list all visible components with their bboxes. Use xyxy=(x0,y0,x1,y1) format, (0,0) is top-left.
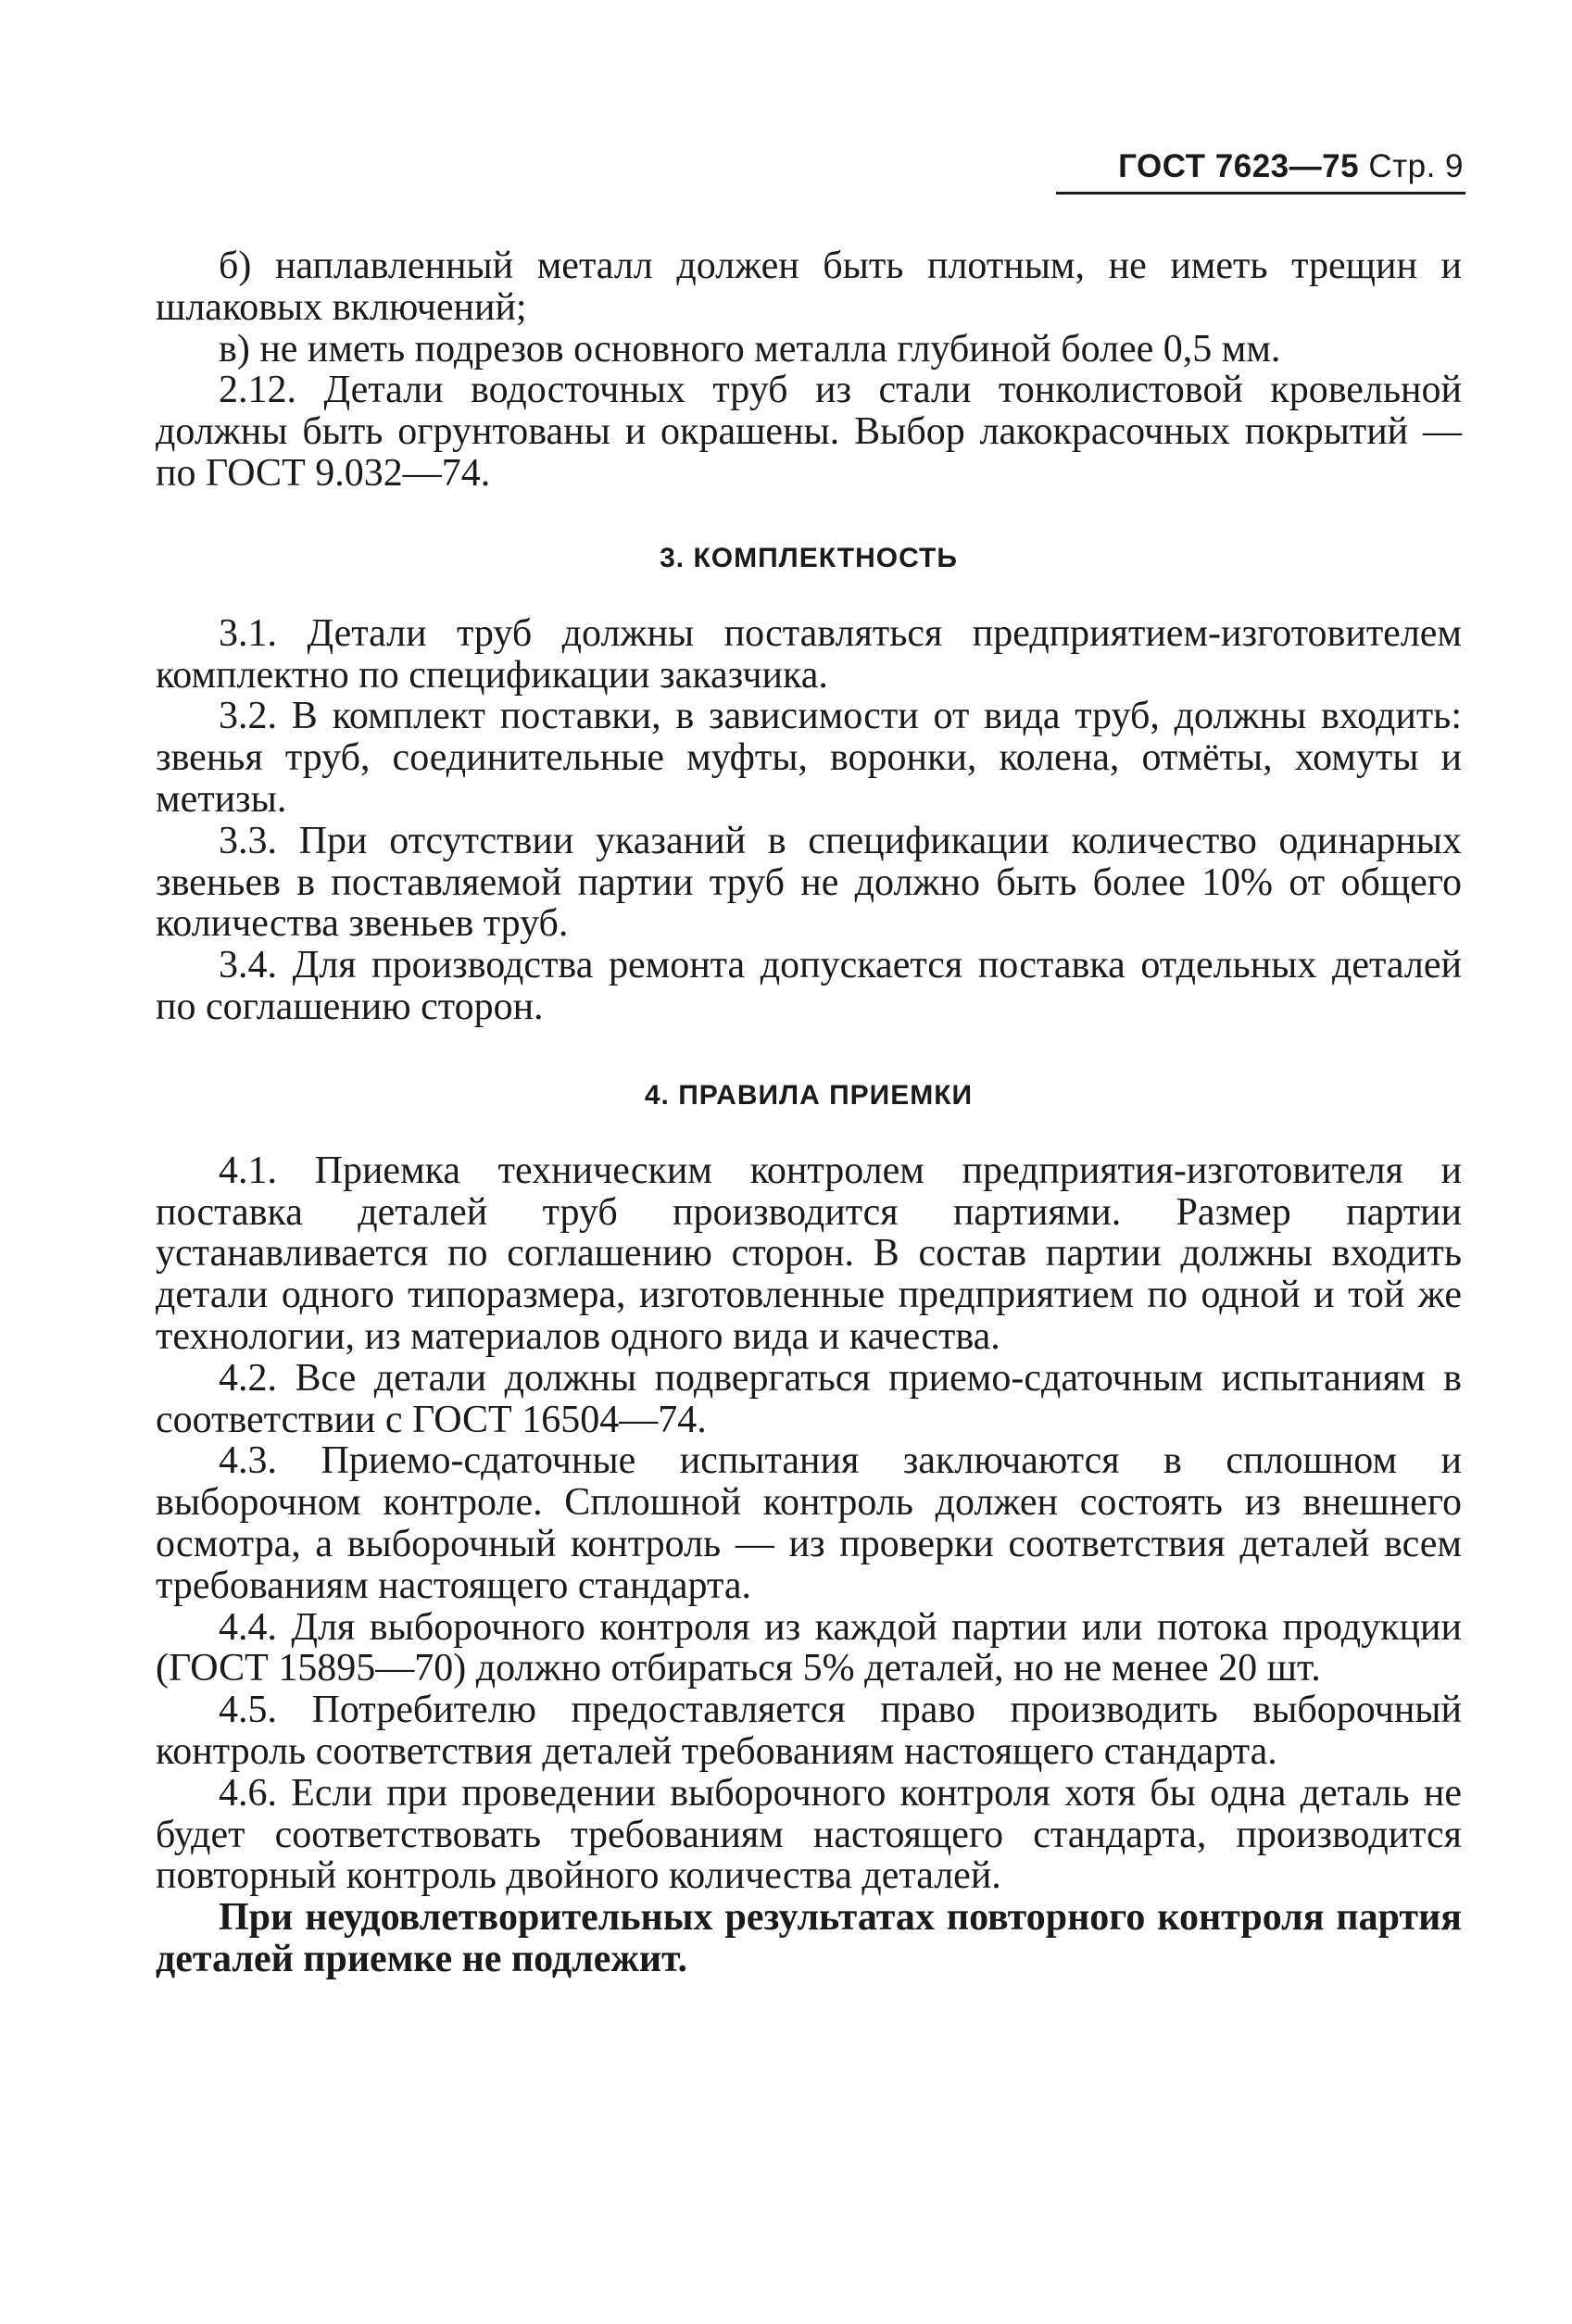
page-header xyxy=(1065,148,1464,185)
paragraph-3-3: 3.3. При отсутствии указаний в спецификации количество одинарных звеньев в поставляемой партии труб не должно быть более 10% от общего количества звеньев труб. xyxy=(156,819,1462,946)
standard-number: ГОСТ 7623—75 xyxy=(1118,148,1360,184)
page-body xyxy=(156,245,1462,1980)
paragraph-4-3: 4.3. Приемо-сдаточные испытания заключаются в сплошном и выборочном контроле. Сплошной контроль должен состоять из внешнего осмотра, а выборочный контроль — из проверки соответствия деталей всем требованиям настоящего стандарта. xyxy=(156,1439,1462,1607)
paragraph-4-1: 4.1. Приемка техническим контролем предприятия-изготовителя и поставка деталей труб производится партиями. Размер партии устанавливается по соглашению сторон. В состав партии должны входить детали одного типоразмера, изготовленные предприятием по одной и той же технологии, из материалов одного вида и качества. xyxy=(156,1149,1462,1358)
paragraph-4-4: 4.4. Для выборочного контроля из каждой партии или потока продукции (ГОСТ 15895—70) должно отбираться 5% деталей, но не менее 20 шт. xyxy=(156,1605,1462,1690)
paragraph-3-2: 3.2. В комплект поставки, в зависимости от вида труб, должны входить: звенья труб, соединительные муфты, воронки, колена, отмёты, хомуты и метизы. xyxy=(156,695,1462,821)
paragraph-2-11-b: б) наплавленный металл должен быть плотным, не иметь трещин и шлаковых включений; xyxy=(156,245,1462,329)
section-4-title: 4. ПРАВИЛА ПРИЕМКИ xyxy=(644,1079,974,1111)
page-number: Стр. 9 xyxy=(1368,148,1464,184)
paragraph-3-4: 3.4. Для производства ремонта допускается поставка отдельных деталей по соглашению сторон. xyxy=(156,944,1462,1028)
paragraph-4-2: 4.2. Все детали должны подвергаться приемо-сдаточным испытаниям в соответствии с ГОСТ 16504—74. xyxy=(156,1356,1462,1441)
paragraph-4-6: 4.6. Если при проведении выборочного контроля хотя бы одна деталь не будет соответствовать требованиям настоящего стандарта, производится повторный контроль двойного количества деталей. xyxy=(156,1771,1462,1898)
header-rule xyxy=(1056,192,1465,195)
paragraph-4-6-conclusion: При неудовлетворительных результатах повторного контроля партия деталей приемке не подлежит. xyxy=(156,1896,1462,1980)
paragraph-3-1: 3.1. Детали труб должны поставляться предприятием-изготовителем комплектно по спецификации заказчика. xyxy=(156,611,1462,697)
section-3-title: 3. КОМПЛЕКТНОСТЬ xyxy=(660,542,958,573)
paragraph-2-12: 2.12. Детали водосточных труб из стали тонколистовой кровельной должны быть огрунтованы и окрашены. Выбор лакокрасочных покрытий — по ГОСТ 9.032—74. xyxy=(156,369,1462,495)
paragraph-2-11-v: в) не иметь подрезов основного металла глубиной более 0,5 мм. xyxy=(219,327,1281,371)
paragraph-4-5: 4.5. Потребителю предоставляется право производить выборочный контроль соответствия деталей требованиям настоящего стандарта. xyxy=(156,1689,1462,1773)
